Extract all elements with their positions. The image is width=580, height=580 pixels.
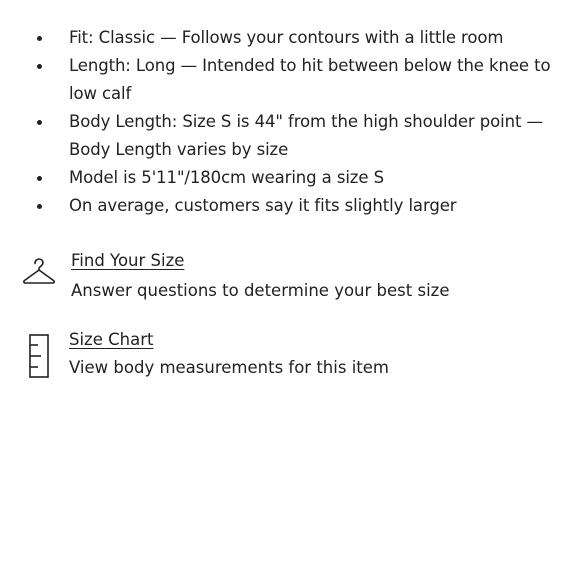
bullet-icon bbox=[37, 176, 42, 181]
hanger-icon bbox=[22, 258, 56, 288]
bullet-icon bbox=[37, 120, 42, 125]
fit-details-list bbox=[0, 24, 580, 220]
fit-detail-item bbox=[0, 164, 580, 192]
find-your-size-link[interactable]: Find Your Size bbox=[71, 251, 185, 270]
fit-detail-item bbox=[0, 24, 580, 52]
fit-detail-text: Body Length: Size S is 44" from the high shoulder point — Body Length varies by size bbox=[69, 112, 543, 159]
find-your-size-description: Answer questions to determine your best size bbox=[71, 281, 450, 300]
fit-detail-text: Length: Long — Intended to hit between below the knee to low calf bbox=[69, 56, 551, 103]
fit-detail-item bbox=[0, 192, 580, 220]
size-chart-link[interactable]: Size Chart bbox=[69, 330, 154, 349]
bullet-icon bbox=[37, 36, 42, 41]
fit-detail-item bbox=[0, 52, 580, 108]
bullet-icon bbox=[37, 64, 42, 69]
size-chart-description: View body measurements for this item bbox=[69, 358, 389, 377]
ruler-icon bbox=[28, 334, 50, 378]
fit-detail-text: On average, customers say it fits slightly larger bbox=[69, 196, 457, 215]
fit-detail-text: Fit: Classic — Follows your contours with a little room bbox=[69, 28, 504, 47]
fit-detail-item bbox=[0, 108, 580, 164]
bullet-icon bbox=[37, 204, 42, 209]
fit-detail-text: Model is 5'11"/180cm wearing a size S bbox=[69, 168, 384, 187]
